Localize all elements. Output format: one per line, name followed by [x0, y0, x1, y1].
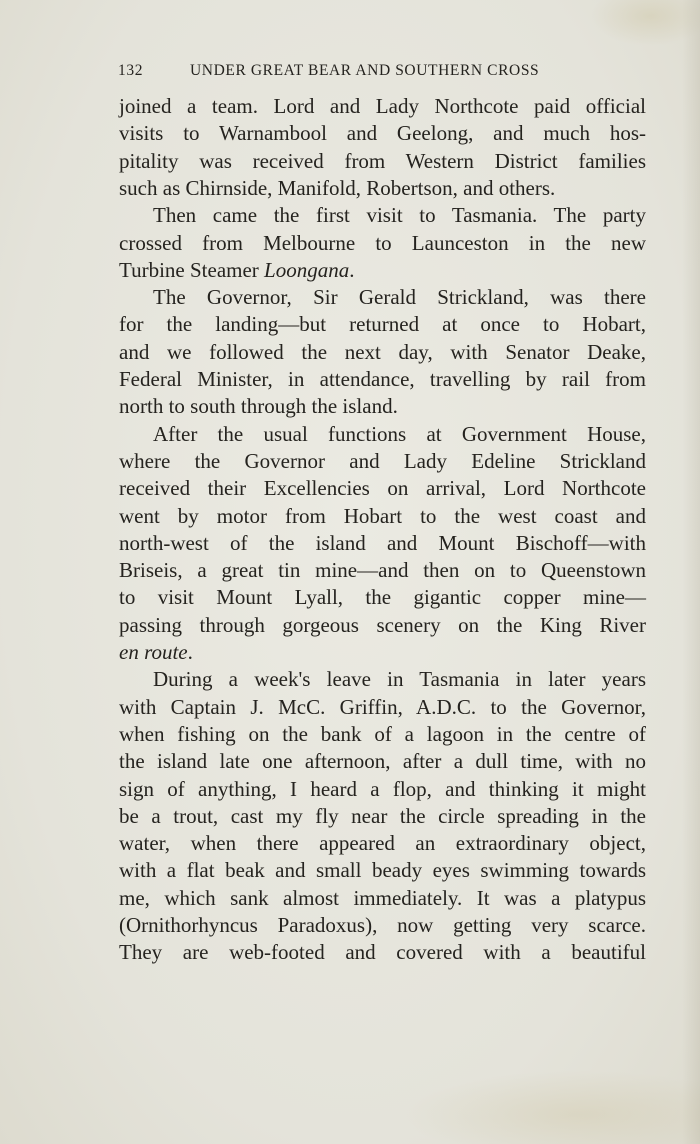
text-line: for the landing—but returned at once to Hobart,: [119, 312, 646, 337]
text-line: Then came the first visit to Tasmania. The party: [153, 203, 646, 228]
text-line: [119, 639, 646, 666]
page-edge-shadow: [682, 0, 700, 1144]
text-line: passing through gorgeous scenery on the King River: [119, 612, 646, 637]
text-line: The Governor, Sir Gerald Strickland, was there: [153, 285, 646, 310]
text-line: with a flat beak and small beady eyes swimming towards: [119, 858, 646, 883]
text-line: water, when there appeared an extraordinary object,: [119, 831, 646, 856]
text-line: visits to Warnambool and Geelong, and much hos-: [119, 121, 646, 146]
text-line: During a week's leave in Tasmania in later years: [153, 667, 646, 692]
text-fragment: Turbine Steamer: [119, 257, 259, 282]
text-line: where the Governor and Lady Edeline Strickland: [119, 448, 646, 473]
text-line: (Ornithorhyncus Paradoxus), now getting very scarce.: [119, 913, 646, 937]
text-line: Federal Minister, in attendance, travelling by rail from: [119, 367, 646, 391]
text-line: when fishing on the bank of a lagoon in the centre of: [119, 721, 646, 746]
text-line: be a trout, cast my fly near the circle spreading in the: [119, 803, 646, 828]
running-title: UNDER GREAT BEAR AND SOUTHERN CROSS: [190, 62, 540, 79]
text-line: [119, 257, 646, 284]
text-line: After the usual functions at Government House,: [153, 421, 646, 446]
paper-stain: [400, 1070, 700, 1144]
text-line: me, which sank almost immediately. It was a platypus: [119, 885, 646, 910]
text-line: joined a team. Lord and Lady Northcote paid official: [119, 94, 646, 118]
text-line: went by motor from Hobart to the west coast and: [119, 503, 646, 528]
text-line: to visit Mount Lyall, the gigantic copper mine—: [119, 585, 646, 610]
ship-name: Loongana: [264, 257, 350, 282]
text-line: received their Excellencies on arrival, Lord Northcote: [119, 476, 646, 501]
text-fragment: .: [349, 257, 355, 282]
text-line: with Captain J. McC. Griffin, A.D.C. to the Governor,: [119, 694, 646, 719]
text-line: such as Chirnside, Manifold, Robertson, and others.: [119, 175, 556, 200]
text-line: north-west of the island and Mount Bischoff—with: [119, 530, 646, 555]
text-line: the island late one afternoon, after a dull time, with no: [119, 749, 646, 774]
text-line: north to south through the island.: [119, 394, 398, 419]
page-number: 132: [118, 62, 144, 79]
text-line: pitality was received from Western District families: [119, 148, 646, 173]
text-line: crossed from Melbourne to Launceston in the new: [119, 230, 646, 255]
text-line: sign of anything, I heard a flop, and thinking it might: [119, 776, 646, 801]
text-fragment: .: [187, 640, 193, 664]
italic-phrase: en route: [119, 640, 188, 664]
text-line: and we followed the next day, with Senator Deake,: [119, 339, 646, 364]
text-line: They are web-footed and covered with a beautiful: [119, 940, 646, 965]
running-header: [118, 62, 646, 84]
text-line: Briseis, a great tin mine—and then on to Queenstown: [119, 558, 646, 583]
